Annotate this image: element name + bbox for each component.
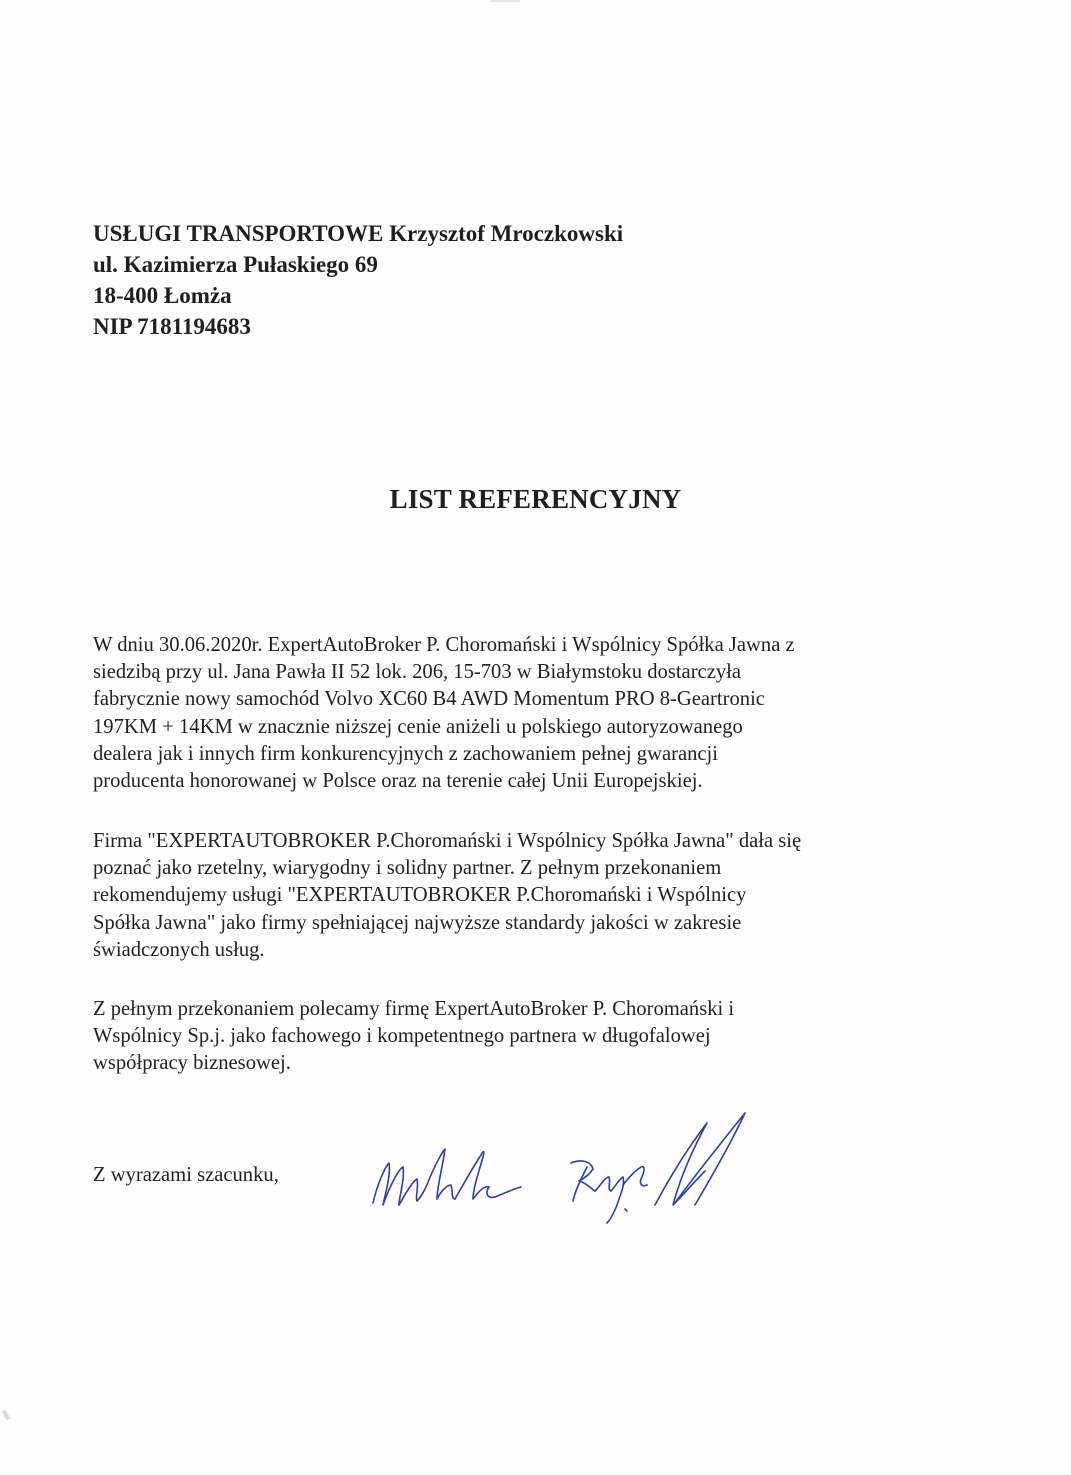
sender-city: 18-400 Łomża — [93, 283, 232, 308]
letter-title: LIST REFERENCYJNY — [389, 484, 682, 514]
paragraph-line: siedzibą przy ul. Jana Pawła II 52 lok. 206, 15-703 w Białymstoku dostarczyła — [93, 661, 741, 684]
paragraph-line: producenta honorowanej w Polsce oraz na terenie całej Unii Europejskiej. — [93, 770, 703, 793]
paragraph-line: Firma "EXPERTAUTOBROKER P.Choromański i Wspólnicy Spółka Jawna" dała się — [93, 830, 802, 852]
paragraph-line: W dniu 30.06.2020r. ExpertAutoBroker P. Choromański i Wspólnicy Spółka Jawna z — [93, 634, 795, 656]
sender-company: USŁUGI TRANSPORTOWE Krzysztof Mroczkowski — [93, 221, 624, 246]
paragraph-2 — [93, 828, 963, 964]
sender-nip: NIP 7181194683 — [93, 314, 251, 339]
closing-salutation: Z wyrazami szacunku, — [93, 1164, 279, 1186]
paragraph-line: świadczonych usług. — [93, 938, 265, 961]
paragraph-line: fabrycznie nowy samochód Volvo XC60 B4 AWD Momentum PRO 8-Geartronic — [93, 688, 765, 711]
scan-mark — [490, 0, 520, 2]
sender-street: ul. Kazimierza Pułaskiego 69 — [93, 252, 378, 277]
sender-block — [93, 218, 623, 342]
paragraph-line: 197KM + 14KM w znacznie niższej cenie aniżeli u polskiego autoryzowanego — [93, 715, 743, 738]
paragraph-line: Spółka Jawna" jako firmy spełniającej najwyższe standardy jakości w zakresie — [93, 911, 742, 934]
paragraph-line: dealera jak i innych firm konkurencyjnych z zachowaniem pełnej gwarancji — [93, 742, 718, 765]
paragraph-line: Z pełnym przekonaniem polecamy firmę ExpertAutoBroker P. Choromański i — [93, 998, 735, 1020]
scan-mark — [2, 1410, 10, 1421]
paragraph-1 — [93, 632, 963, 795]
handwritten-signature — [355, 1105, 755, 1225]
paragraph-line: współpracy biznesowej. — [93, 1052, 291, 1075]
paragraph-3 — [93, 996, 963, 1078]
paragraph-line: Wspólnicy Sp.j. jako fachowego i kompetentnego partnera w długofalowej — [93, 1025, 711, 1048]
paragraph-line: rekomendujemy usługi "EXPERTAUTOBROKER P.Choromański i Wspólnicy — [93, 884, 747, 907]
paragraph-line: poznać jako rzetelny, wiarygodny i solidny partner. Z pełnym przekonaniem — [93, 857, 722, 880]
